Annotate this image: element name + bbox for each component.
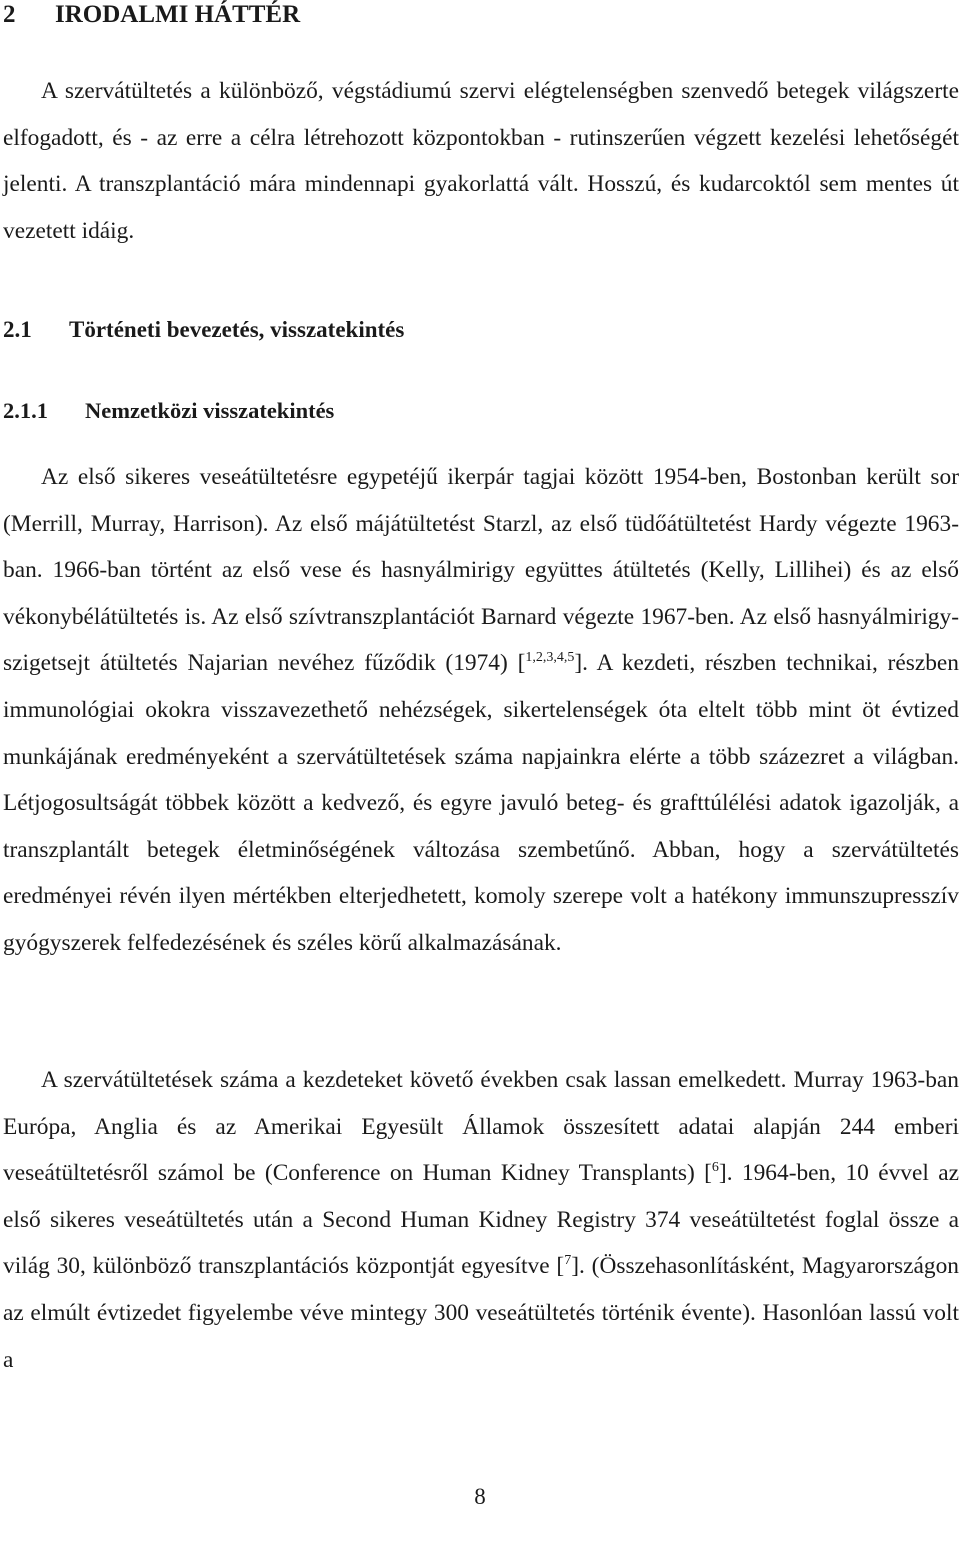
subsection-heading [3, 398, 334, 424]
paragraph-text: A szervátültetések száma a kezdeteket követő években csak lassan emelkedett. Murray 1963-ban Európa, Anglia és az Amerikai Egyesült Államok összesített adatai alapján 244 emberi veseátültetésről számol be (Conference on Human Kidney Transplants) [ [3, 1067, 959, 1187]
section-heading [3, 317, 404, 343]
citation-ref: 1,2,3,4,5 [525, 650, 575, 666]
intro-text: A szervátültetés a különböző, végstádiumú szervi elégtelenségben szenvedő betegek világszerte elfogadott, és - az erre a célra létrehozott központokban - rutinszerűen végzett kezelési lehetőségét jelenti. A transzplantáció mára mindennapi gyakorlattá vált. Hosszú, és kudarcoktól sem mentes út vezetett idáig. [3, 78, 959, 244]
chapter-title: IRODALMI HÁTTÉR [55, 1, 301, 28]
intro-paragraph [3, 68, 959, 254]
section-number: 2.1 [3, 317, 32, 342]
citation-ref: 6 [711, 1160, 719, 1176]
page-number: 8 [474, 1484, 486, 1509]
paragraph-text: ]. A kezdeti, részben technikai, részben immunológiai okokra visszavezethető nehézségek, sikertelenségek óta eltelt több mint öt évtized munkájának eredményeként a szervátültetések száma napjainkra elérte a több százezret a világban. Létjogosultságát többek között a kedvező, és egyre javuló beteg- és grafttúlélési adatok igazolják, a transzplantált betegek életminőségének változása szembetűnő. Abban, hogy a szervátültetés eredményei révén ilyen mértékben elterjedhetett, komoly szerepe volt a hatékony immunszupresszív gyógyszerek felfedezésének és széles körű alkalmazásának. [3, 650, 959, 956]
body-paragraph-1 [3, 454, 959, 967]
paragraph-text: ]. (Összehasonlításként, Magyarországon az elmúlt évtizedet figyelembe véve mintegy 300 veseátültetés történik évente). Hasonlóan lassú volt a [3, 1253, 959, 1373]
subsection-number: 2.1.1 [3, 398, 48, 423]
chapter-number: 2 [3, 1, 16, 28]
body-paragraph-2 [3, 1057, 959, 1383]
chapter-heading [3, 1, 300, 29]
subsection-title: Nemzetközi visszatekintés [85, 398, 335, 423]
paragraph-text: ]. 1964-ben, 10 évvel az első sikeres veseátültetés után a Second Human Kidney Registry 374 veseátültetést foglal össze a világ 30, különböző transzplantációs központját egyesítve [ [3, 1160, 960, 1280]
section-title: Történeti bevezetés, visszatekintés [69, 317, 405, 342]
citation-ref: 7 [564, 1253, 572, 1269]
paragraph-text: Az első sikeres veseátültetésre egypetéjű ikerpár tagjai között 1954-ben, Bostonban került sor (Merrill, Murray, Harrison). Az első májátültetést Starzl, az első tüdőátültetést Hardy végezte 1963-ban. 1966-ban történt az első vese és hasnyálmirigy együttes átültetés (Kelly, Lillihei) és az első vékonybélátültetés is. Az első szívtranszplantációt Barnard végezte 1967-ben. Az első hasnyálmirigy-szigetsejt átültetés Najarian nevéhez fűződik (1974) [ [3, 464, 959, 677]
